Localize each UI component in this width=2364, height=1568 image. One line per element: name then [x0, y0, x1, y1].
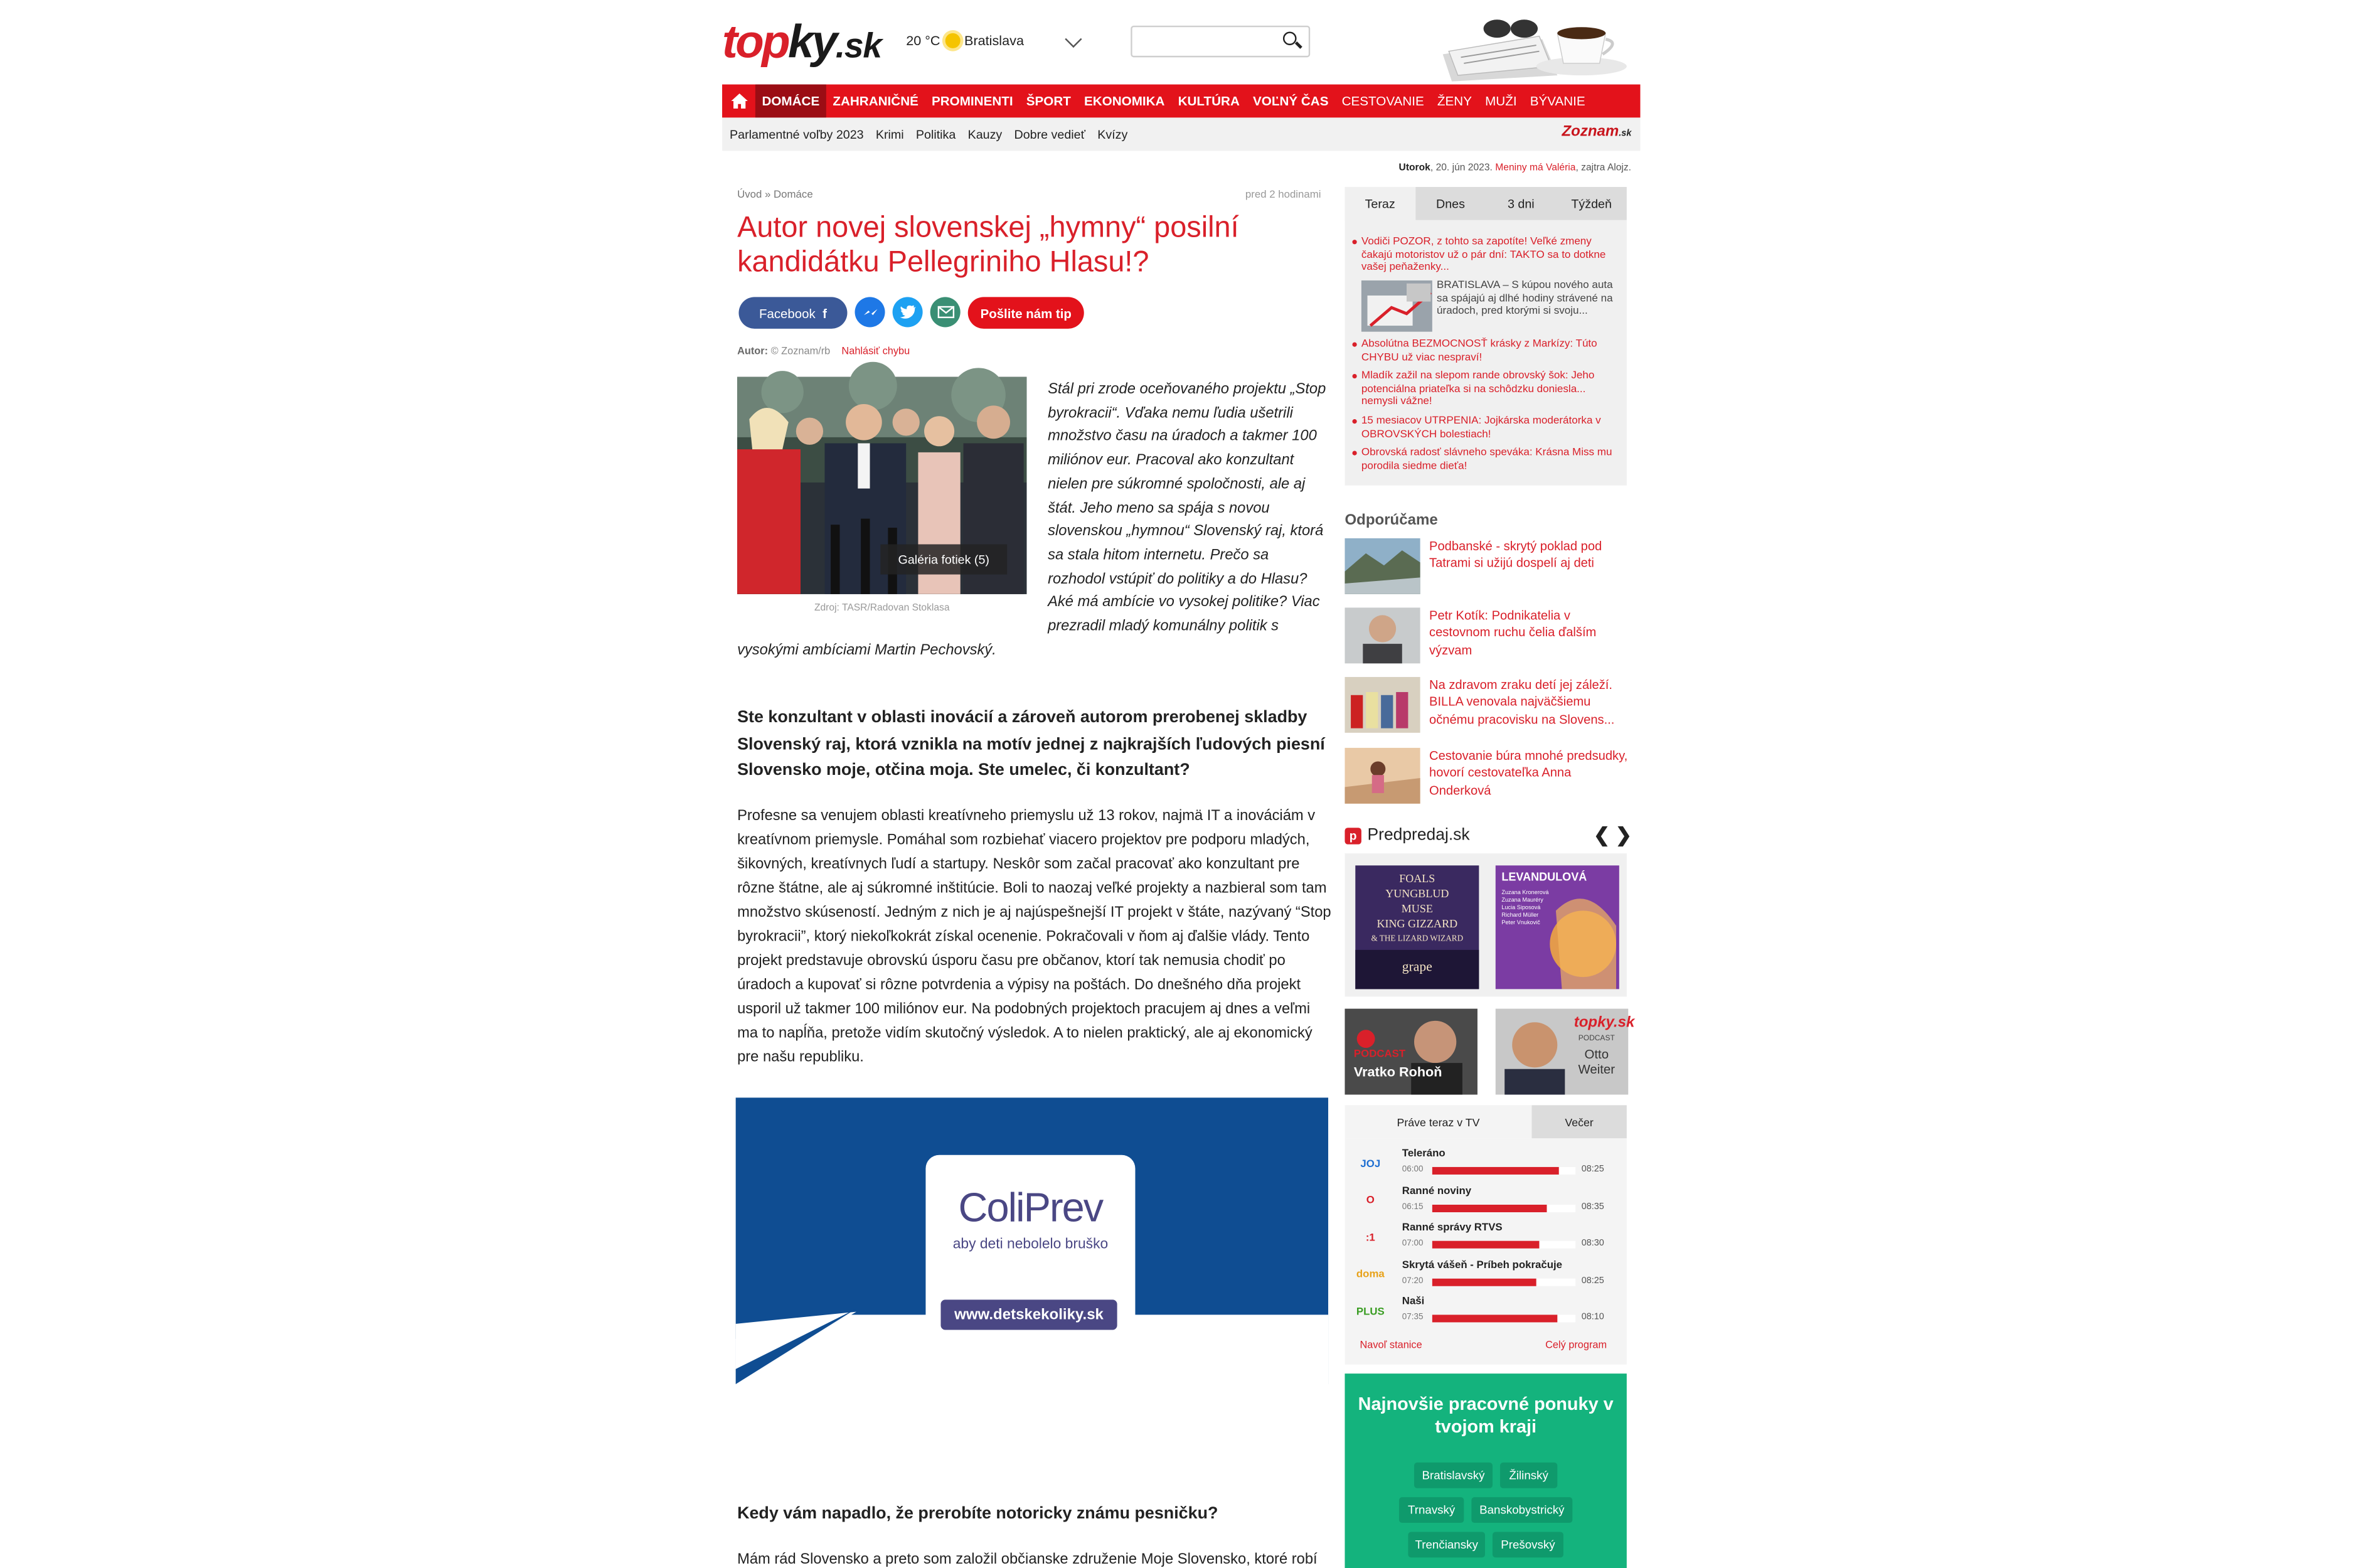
recommend-heading: Odporúčame	[1344, 513, 1438, 530]
tv-end-time: 08:30	[1581, 1239, 1604, 1249]
region-chip[interactable]: Žilinský	[1500, 1463, 1557, 1488]
nav-item-sport[interactable]: ŠPORT	[1026, 93, 1071, 109]
site-logo[interactable]: topky.sk	[722, 15, 881, 68]
tv-row[interactable]	[1344, 1258, 1626, 1294]
tv-channel-logo: doma	[1356, 1269, 1385, 1281]
interview-question: Ste konzultant v oblasti inovácií a zároveň autorom prerobenej skladby Slovenský raj, ktorá vznikla na motív jednej z najkrajších ľudových piesní Slovensko moje, otčina moja. Ste umelec, či konzultant?	[737, 708, 1325, 780]
home-icon[interactable]	[722, 85, 755, 118]
sun-icon	[945, 33, 960, 48]
presale-carousel	[1344, 853, 1626, 996]
news-thumbnail[interactable]	[1361, 280, 1432, 332]
tv-progress-fill	[1432, 1241, 1540, 1249]
report-error-link[interactable]: Nahlásiť chybu	[841, 346, 910, 358]
tab-teraz[interactable]: Teraz	[1344, 187, 1415, 220]
tv-start-time: 07:00	[1402, 1239, 1424, 1249]
tv-channel-logo: O	[1366, 1195, 1375, 1207]
nav-item-zahranicne[interactable]: ZAHRANIČNÉ	[833, 93, 918, 109]
article-paragraph: Mám rád Slovensko a preto som založil občianske združenie Moje Slovensko, ktoré robí	[737, 1551, 1318, 1568]
tab-tyzden[interactable]: Týždeň	[1571, 196, 1612, 211]
most-read-list	[1344, 220, 1626, 486]
recommend-thumbnail	[1344, 538, 1420, 594]
weather-temperature: 20 °C	[906, 33, 940, 48]
podcast-card[interactable]: topky.sk PODCAST Otto Weiter	[1496, 1009, 1628, 1095]
carousel-arrows[interactable]	[1594, 823, 1632, 847]
nav-item-cestovanie[interactable]: CESTOVANIE	[1341, 93, 1424, 109]
recommend-thumbnail	[1344, 607, 1420, 663]
tv-progress-bar	[1432, 1278, 1575, 1286]
tv-row[interactable]	[1344, 1185, 1626, 1221]
nav-item-ekonomika[interactable]: EKONOMIKA	[1084, 93, 1165, 109]
tv-channel-logo: :1	[1365, 1232, 1375, 1244]
predpredaj-heading[interactable]: p Predpredaj.sk	[1344, 826, 1469, 845]
tv-progress-fill	[1432, 1167, 1558, 1175]
region-chip[interactable]: Bratislavský	[1414, 1463, 1493, 1488]
send-tip-button[interactable]: Pošlite nám tip	[968, 297, 1084, 328]
jobs-widget	[1344, 1373, 1626, 1568]
tv-progress-bar	[1432, 1241, 1575, 1249]
nav-item-byvanie[interactable]: BÝVANIE	[1530, 93, 1585, 109]
tv-row[interactable]	[1344, 1295, 1626, 1331]
breadcrumb[interactable]: Úvod » Domáce	[737, 189, 813, 201]
ad-url-button[interactable]: www.detskekoliky.sk	[940, 1299, 1117, 1330]
podcast-card[interactable]: PODCAST Vratko Rohoň	[1344, 1009, 1477, 1095]
sub-navigation	[722, 117, 1640, 151]
recommend-item[interactable]: Na zdravom zraku detí jej záleží. BILLA venovala najväčšiemu očnému pracovisku na Slovens...	[1344, 677, 1631, 734]
article-paragraph: Profesne sa venujem oblasti kreatívneho priemyslu už 13 rokov, najmä IT a inováciám v kreatívnom priemysle. Pomáhal som rozbiehať viacero projektov pre podporu mladých, šikovných, kreatívnych ľudí a startupy. Neskôr som začal pracovať ako konzultant pre rôzne štátne, ale aj súkromné inštitúcie. Boli to naozaj veľké projekty a nazbieral som tam množstvo skúseností. Jedným z nich je aj najúspešnejší IT projekt v štáte, nazývaný “Stop byrokracii”, ktorý niekoľkokrát získal ocenenie. Pokračovali v ňom aj ďalšie vlády. Tento projekt predstavuje obrovskú úsporu času pre občanov, ktorí tak nemusia chodiť po úradoch a kupovať si rôzne potvrdenia a výpisy na poštách. Do dnešného dňa projekt usporil už takmer 100 miliónov eur. Na podobných projektoch pracujem aj dnes a veľmi ma to napĺňa, pretože vidím skutočný výsledok. A to nielen praktický, ale aj ekonomický pre našu republiku.	[737, 808, 1331, 1066]
facebook-icon: f	[823, 305, 827, 321]
recommend-item[interactable]: Petr Kotík: Podnikatelia v cestovnom ruchu čelia ďalším výzvam	[1344, 607, 1631, 664]
interview-question: Kedy vám napadlo, že prerobíte notoricky známu pesničku?	[737, 1505, 1218, 1523]
subnav-item[interactable]: Parlamentné voľby 2023	[730, 127, 864, 141]
event-poster[interactable]: FOALS YUNGBLUD MUSE KING GIZZARD & THE LIZARD WIZARD grape	[1355, 865, 1479, 989]
news-item[interactable]: Vodiči POZOR, z tohto sa zapotíte! Veľké zmeny čakajú motoristov už o pár dní: TAKTO sa to dotkne vašej peňaženky...	[1361, 235, 1621, 275]
tv-start-time: 07:35	[1402, 1313, 1424, 1323]
tv-channel-logo: JOJ	[1360, 1158, 1381, 1170]
chevron-down-icon[interactable]	[1065, 31, 1082, 48]
region-chip[interactable]: Trnavský	[1399, 1497, 1464, 1523]
tab-evening[interactable]: Večer	[1531, 1105, 1626, 1138]
tv-show-name: Naši	[1402, 1296, 1425, 1308]
event-poster[interactable]: LEVANDULOVÁ Zuzana Kronerová Zuzana Mauréry Lucia Siposová Richard Müller Peter Vnukovič	[1496, 865, 1619, 989]
nav-item-volny-cas[interactable]: VOĽNÝ ČAS	[1253, 93, 1329, 109]
tv-start-time: 06:00	[1402, 1165, 1424, 1175]
twitter-icon[interactable]	[893, 297, 923, 327]
zoznam-logo[interactable]: Zoznam.sk	[1562, 124, 1632, 141]
nav-item-prominenti[interactable]: PROMINENTI	[931, 93, 1013, 109]
predpredaj-icon: p	[1344, 827, 1361, 843]
region-chip[interactable]: Trenčiansky	[1408, 1532, 1485, 1557]
region-chip[interactable]: Prešovský	[1493, 1532, 1563, 1557]
jobs-title: Najnovšie pracovné ponuky v tvojom kraji	[1358, 1393, 1614, 1437]
region-chip[interactable]: Banskobystrický	[1471, 1497, 1572, 1523]
gallery-button[interactable]: Galéria fotiek (5)	[880, 544, 1007, 574]
ad-card[interactable]	[925, 1155, 1135, 1336]
subnav-item[interactable]: Kvízy	[1097, 127, 1128, 141]
nav-item-kultura[interactable]: KULTÚRA	[1178, 93, 1240, 109]
tv-show-name: Teleráno	[1402, 1149, 1446, 1160]
next-arrow-icon[interactable]: ❯	[1615, 823, 1632, 846]
article-lead: Stál pri zrode oceňovaného projektu „Stop byrokracii“. Vďaka nemu ľudia ušetrili množstvo času na úradoch a takmer 100 miliónov eur. Pracoval ako konzultant nielen pre súkromné spoločnosti, ale aj štát. Jeho meno sa spája s novou slovenskou „hymnou“ Slovenský raj, ktorá sa stala hitom internetu. Prečo sa rozhodol vstúpiť do politiky a do Hlasu? Aké má ambície vo vysokej politike? Viac prezradil mladý komunálny politik s vysokými ambíciami Martin Pechovský.	[737, 381, 1326, 659]
main-navigation	[722, 85, 1640, 118]
tv-channel-logo: PLUS	[1356, 1306, 1385, 1318]
tv-row[interactable]	[1344, 1148, 1626, 1184]
nav-item-domace[interactable]: DOMÁCE	[755, 85, 826, 118]
nav-item-muzi[interactable]: MUŽI	[1485, 93, 1517, 109]
subnav-item[interactable]: Krimi	[875, 127, 904, 141]
pick-stations-link[interactable]: Navoľ stanice	[1360, 1340, 1422, 1352]
messenger-icon[interactable]	[855, 297, 885, 327]
tv-start-time: 07:20	[1402, 1276, 1424, 1286]
most-read-tabs	[1344, 187, 1626, 220]
tv-show-name: Skrytá vášeň - Príbeh pokračuje	[1402, 1259, 1563, 1271]
tv-show-name: Ranné správy RTVS	[1402, 1222, 1503, 1234]
article-time: pred 2 hodinami	[1245, 189, 1321, 201]
tv-program	[1344, 1138, 1626, 1364]
article-title: Autor novej slovenskej „hymny“ posilní kandidátku Pellegriniho Hlasu!?	[737, 211, 1239, 279]
tv-progress-bar	[1432, 1167, 1575, 1175]
tv-progress-fill	[1432, 1315, 1557, 1322]
tv-progress-fill	[1432, 1278, 1537, 1286]
news-item[interactable]: 15 mesiacov UTRPENIA: Jojkárska moderátorka v OBROVSKÝCH bolestiach!	[1361, 415, 1621, 441]
tv-start-time: 06:15	[1402, 1202, 1424, 1212]
date-line: Utorok, 20. jún 2023. Meniny má Valéria, zajtra Alojz.	[1398, 163, 1632, 174]
subnav-item[interactable]: Kauzy	[967, 127, 1003, 141]
tab-3-dni[interactable]: 3 dni	[1507, 196, 1535, 211]
article-author: Autor: © Zoznam/rb Nahlásiť chybu	[737, 346, 910, 358]
tab-now-on-tv[interactable]: Práve teraz v TV	[1344, 1105, 1531, 1138]
recommend-thumbnail	[1344, 748, 1420, 804]
ad-brand: ColiPrev	[958, 1185, 1103, 1230]
tv-progress-fill	[1432, 1204, 1547, 1212]
tv-end-time: 08:25	[1581, 1165, 1604, 1175]
recommend-thumbnail	[1344, 677, 1420, 733]
facebook-share-button[interactable]: Facebook f	[738, 297, 847, 328]
name-day-link[interactable]: Meniny má Valéria	[1495, 163, 1576, 174]
tv-end-time: 08:10	[1581, 1313, 1604, 1323]
tv-show-name: Ranné noviny	[1402, 1185, 1472, 1197]
search-icon[interactable]	[1283, 31, 1297, 45]
full-program-link[interactable]: Celý program	[1545, 1340, 1607, 1352]
prev-arrow-icon[interactable]: ❮	[1593, 823, 1611, 846]
header-decoration-image	[1437, 6, 1639, 82]
tv-end-time: 08:25	[1581, 1276, 1604, 1286]
photo-source: Zdroj: TASR/Radovan Stoklasa	[814, 603, 950, 614]
recommend-item[interactable]: Cestovanie búra mnohé predsudky, hovorí cestovateľka Anna Onderková	[1344, 748, 1631, 805]
news-item[interactable]: Mladík zažil na slepom rande obrovský šok: Jeho potenciálna priateľka si na schôdzku doniesla... nemysli vážne!	[1361, 370, 1621, 409]
email-icon[interactable]	[930, 297, 961, 327]
advertisement-banner[interactable]	[736, 1097, 1328, 1384]
tv-progress-bar	[1432, 1204, 1575, 1212]
tv-progress-bar	[1432, 1315, 1575, 1322]
tv-row[interactable]	[1344, 1221, 1626, 1257]
news-item[interactable]: Absolútna BEZMOCNOSŤ krásky z Markízy: Túto CHYBU už viac nespraví!	[1361, 338, 1621, 364]
recommend-item[interactable]: Podbanské - skrytý poklad pod Tatrami si užijú dospelí aj deti	[1344, 538, 1631, 595]
subnav-item[interactable]: Dobre vedieť	[1014, 127, 1085, 141]
news-featured-text[interactable]: BRATISLAVA – S kúpou nového auta sa spájajú aj dlhé hodiny strávené na úradoch, pred ktorými si svoju...	[1437, 279, 1613, 317]
nav-item-zeny[interactable]: ŽENY	[1437, 93, 1472, 109]
tab-dnes[interactable]: Dnes	[1436, 196, 1465, 211]
weather-city: Bratislava	[964, 33, 1024, 48]
tv-end-time: 08:35	[1581, 1202, 1604, 1212]
tv-tabs	[1344, 1105, 1626, 1138]
weather-widget[interactable]	[906, 33, 1024, 48]
news-item[interactable]: Obrovská radosť slávneho speváka: Krásna Miss mu porodila siedme dieťa!	[1361, 446, 1621, 472]
ad-tagline: aby deti nebolelo bruško	[952, 1236, 1109, 1253]
subnav-item[interactable]: Politika	[915, 127, 956, 141]
